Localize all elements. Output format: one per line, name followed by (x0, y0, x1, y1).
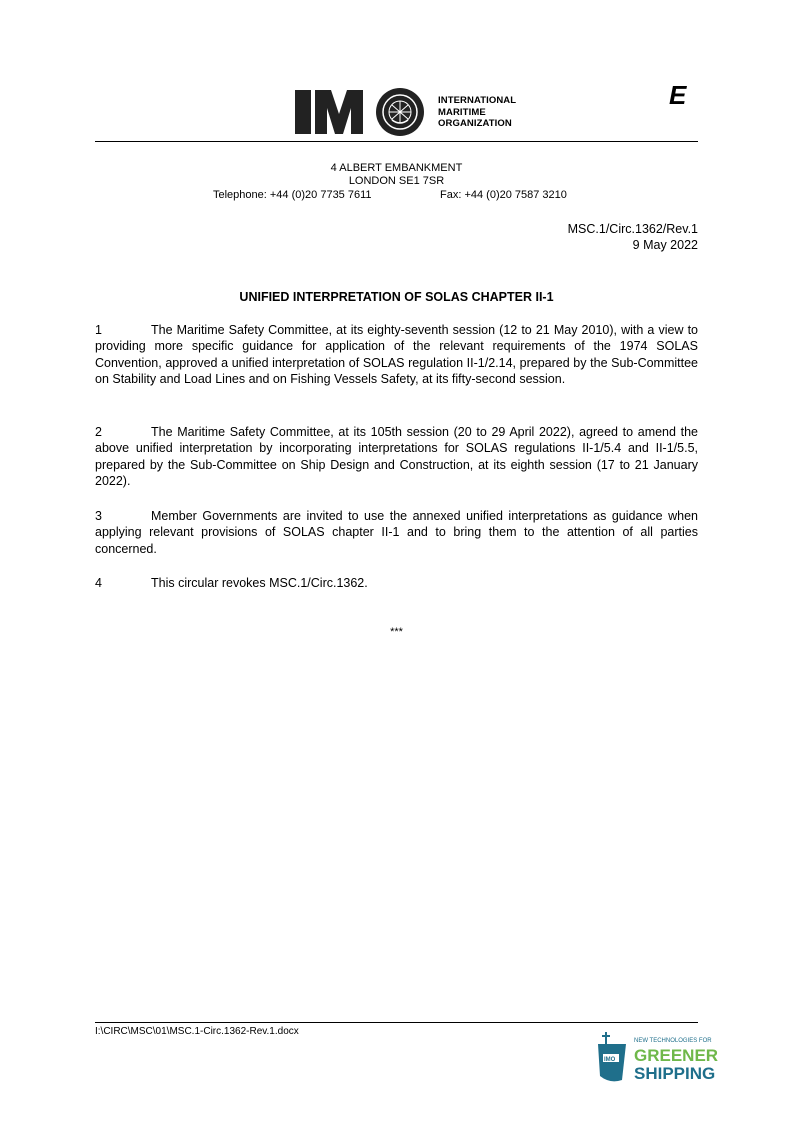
paragraph-number: 2 (95, 425, 102, 439)
telephone: Telephone: +44 (0)20 7735 7611 (213, 189, 372, 201)
paragraph-text: Member Governments are invited to use the annexed unified interpretations as guidance when applying relevant provisions of SOLAS chapter II-1 and to bring them to the attention of all parties concerned. (95, 509, 698, 556)
header-rule (95, 141, 698, 142)
paragraph-text: The Maritime Safety Committee, at its 105th session (20 to 29 April 2022), agreed to amend the above unified interpretation by incorporating interpretations for SOLAS regulations II-1/5.4 and II-1/5.5, prepared by the Sub-Committee on Ship Design and Construction, at its eighth session (17 to 21 January 2022). (95, 425, 698, 488)
imo-logo (295, 88, 430, 136)
org-line-3: ORGANIZATION (438, 118, 512, 129)
paragraph-text: The Maritime Safety Committee, at its eighty-seventh session (12 to 21 May 2010), with a view to providing more specific guidance for application of the relevant requirements of the 1974 SOLAS Convention, approved a unified interpretation of SOLAS regulation II-1/2.14, prepared by the Sub-Committee on Stability and Load Lines and on Fishing Vessels Safety, at its fifty-second session. (95, 323, 698, 386)
document-title: UNIFIED INTERPRETATION OF SOLAS CHAPTER II-1 (239, 290, 554, 304)
paragraph-text: This circular revokes MSC.1/Circ.1362. (151, 576, 368, 590)
paragraph-number: 1 (95, 323, 102, 337)
badge-line-3: SHIPPING (634, 1064, 716, 1083)
address-line-2: LONDON SE1 7SR (348, 175, 445, 187)
organization-name (438, 95, 516, 130)
address-line-1: 4 ALBERT EMBANKMENT (330, 162, 463, 174)
document-reference: MSC.1/Circ.1362/Rev.1 (567, 222, 698, 236)
paragraph-1 (95, 322, 698, 387)
paragraph-number: 3 (95, 509, 102, 523)
greener-shipping-logo (594, 1026, 719, 1084)
org-line-2: MARITIME (438, 106, 486, 118)
language-code: E (669, 80, 687, 110)
document-date: 9 May 2022 (632, 238, 698, 252)
file-path: I:\CIRC\MSC\01\MSC.1-Circ.1362-Rev.1.docx (95, 1026, 299, 1037)
footer-rule (95, 1022, 698, 1023)
paragraph-2 (95, 424, 698, 489)
svg-text:IMO: IMO (604, 1057, 616, 1063)
fax: Fax: +44 (0)20 7587 3210 (440, 189, 567, 201)
section-separator: *** (390, 626, 403, 638)
badge-line-2: GREENER (634, 1046, 719, 1065)
paragraph-3 (95, 508, 698, 557)
badge-line-1: NEW TECHNOLOGIES FOR (634, 1038, 712, 1044)
paragraph-4 (95, 575, 698, 591)
org-line-1: INTERNATIONAL (438, 95, 517, 106)
paragraph-number: 4 (95, 576, 102, 590)
